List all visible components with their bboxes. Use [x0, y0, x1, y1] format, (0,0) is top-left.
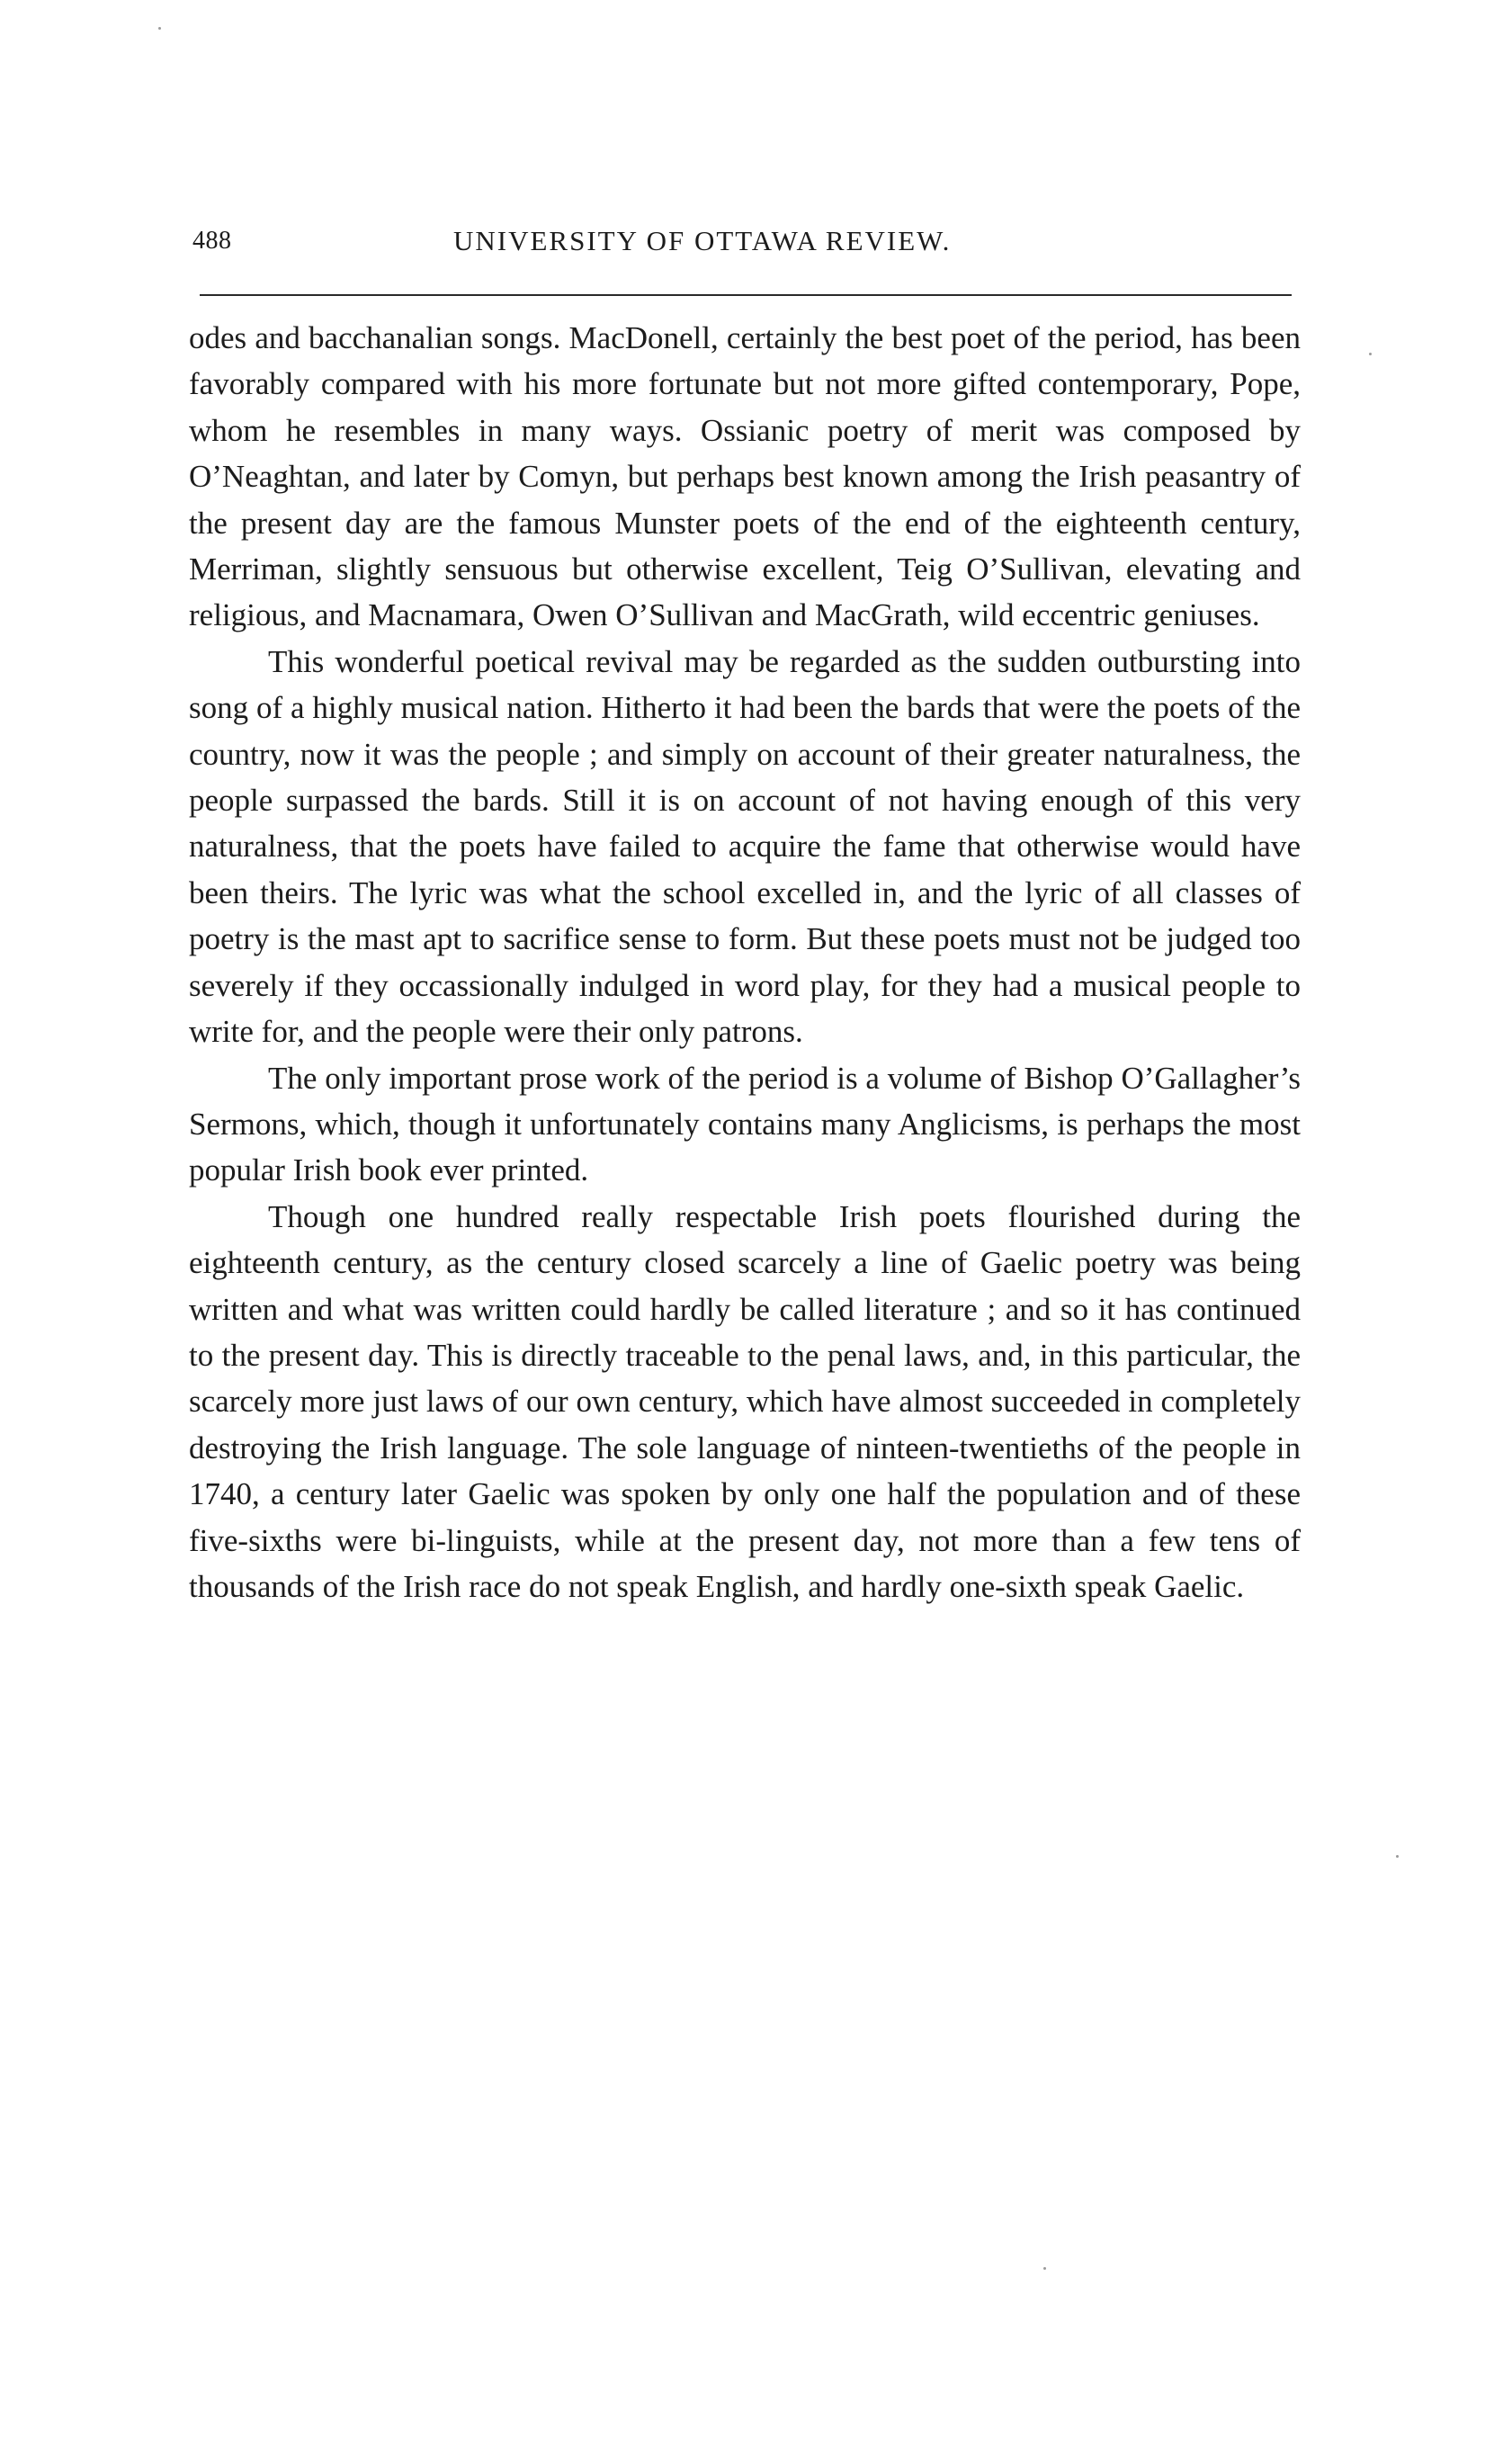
scan-speck — [158, 27, 161, 30]
scan-speck — [1396, 1855, 1399, 1858]
paragraph-poetical-revival: This wonderful poetical revival may be regarded as the sudden outbursting into song of a highly musical nation. Hitherto it had been the bards that were the poets of the country, now it was the people ; and simply on account of their greater naturalness, the people surpassed the bards. Still it is on account of not having enough of this very naturalness, that the poets have failed to acquire the fame that otherwise would have been theirs. The lyric was what the school excelled in, and the lyric of all classes of poetry is the mast apt to sacrifice sense to form. But these poets must not be judged too severely if they occassionally indulged in word play, for they had a musical people to write for, and the people were their only patrons. — [189, 643, 1301, 1050]
header-rule — [200, 294, 1292, 296]
page-number: 488 — [192, 227, 232, 255]
article-body — [189, 315, 1301, 1609]
running-head — [192, 227, 1295, 263]
running-title: UNIVERSITY OF OTTAWA REVIEW. — [453, 225, 952, 256]
scan-speck — [1369, 353, 1372, 355]
paragraph-decline-of-gaelic: Though one hundred really respectable Irish poets flourished during the eighteenth century, as the century closed scarcely a line of Gaelic poetry was being written and what was written could hardly be called literature ; and so it has continued to the present day. This is directly traceable to the penal laws, and, in this particular, the scarcely more just laws of our own century, which have almost succeeded in completely destroying the Irish language. The sole language of ninteen-twentieths of the people in 1740, a century later Gaelic was spoken by only one half the population and of these five-sixths were bi-linguists, while at the present day, not more than a few tens of thousands of the Irish race do not speak English, and hardly one-sixth speak Gaelic. — [189, 1198, 1301, 1604]
scan-speck — [1043, 2267, 1046, 2270]
paragraph-prose-work: The only important prose work of the period is a volume of Bishop O’Gallagher’s Sermons, which, though it unfortunately contains many Anglicisms, is perhaps the most popular Irish book ever printed. — [189, 1060, 1301, 1188]
paragraph-continued: odes and bacchanalian songs. MacDonell, certainly the best poet of the period, has been favorably compared with his more fortunate but not more gifted contemporary, Pope, whom he resembles in many ways. Ossianic poetry of merit was composed by O’Neaghtan, and later by Comyn, but perhaps best known among the Irish peasantry of the present day are the famous Munster poets of the end of the eighteenth century, Merriman, slightly sensuous but otherwise excellent, Teig O’Sullivan, elevating and religious, and Macnamara, Owen O’Sullivan and MacGrath, wild eccentric geniuses. — [189, 320, 1301, 633]
